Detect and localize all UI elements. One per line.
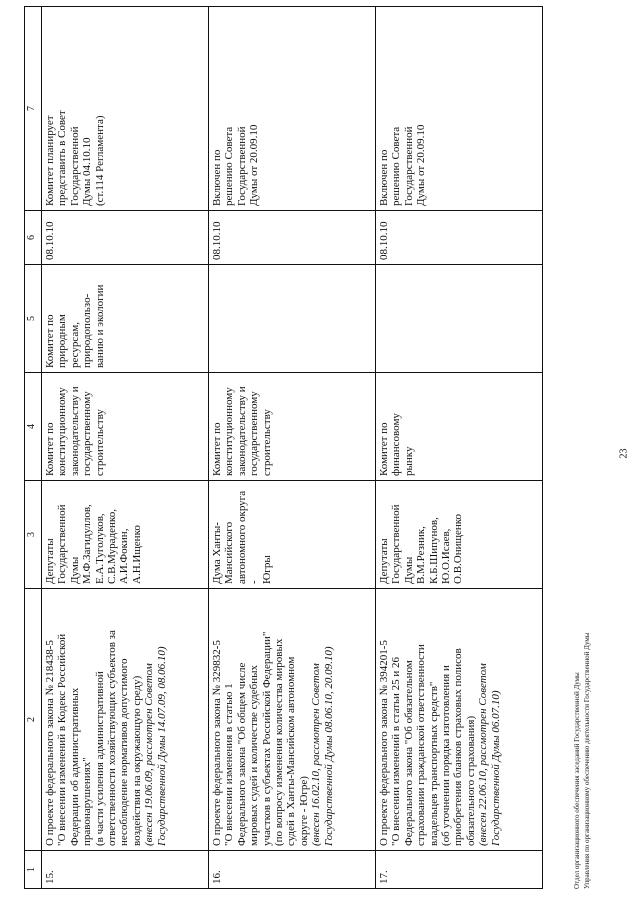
cell-line: Государственной	[235, 126, 248, 206]
cell-line: Включен по	[378, 149, 390, 206]
cell-line: (по вопросу изменения количества мировых	[273, 638, 286, 846]
row-number: 15.	[42, 851, 209, 889]
cell-line: автономного округа -	[235, 490, 261, 584]
responsible-committee	[376, 373, 543, 481]
cell-line: "О внесении изменений в Кодекс Российской	[56, 633, 69, 846]
table-row	[209, 7, 376, 889]
cell-line: ответственности хозяйствующих субъектов за	[106, 630, 119, 846]
column-header-5: 5	[25, 265, 42, 373]
table-row	[376, 7, 543, 889]
cell-line: Федерального закона "Об обязательном	[402, 660, 415, 846]
column-header-6: 6	[25, 211, 42, 265]
review-date: 08.10.10	[376, 211, 543, 265]
co-executor-committee	[376, 265, 543, 373]
cell-line: ресурсам,	[68, 321, 81, 368]
cell-line: законодательству и	[235, 386, 248, 476]
cell-line: Комитет планирует	[44, 115, 56, 206]
cell-line: Депутаты	[378, 538, 390, 584]
cell-line: (внесен 22.06.10, рассмотрен Советом	[477, 663, 490, 846]
cell-line: Ю.О.Исаев,	[440, 528, 453, 584]
rotated-table-container	[24, 7, 566, 889]
cell-line: Федерации об административных	[68, 687, 81, 846]
bill-status	[42, 7, 209, 211]
cell-line: Мансийского	[223, 521, 236, 584]
cell-line: Думы от 20.09.10	[415, 124, 428, 206]
column-number-row	[25, 7, 42, 889]
row-number: 17.	[376, 851, 543, 889]
cell-line: ванию и экологии	[93, 284, 106, 368]
cell-line: владельцев транспортных средств"	[427, 681, 440, 846]
bill-authors	[42, 481, 209, 589]
cell-line: Государственной	[390, 504, 403, 584]
cell-line: воздействия на окружающую среду)	[130, 675, 143, 846]
page-number: 23	[618, 448, 630, 459]
cell-line: природным	[56, 314, 69, 368]
cell-line: государственному	[248, 391, 261, 476]
footer	[572, 0, 592, 889]
bills-table	[24, 6, 543, 889]
cell-line: Федерального закона "Об общем числе	[235, 662, 248, 846]
cell-line: Депутаты	[44, 538, 56, 584]
cell-line: (об уточнении порядка изготовления и	[440, 665, 453, 846]
cell-line: "О внесении изменения в статью 1	[223, 683, 236, 846]
responsible-committee	[42, 373, 209, 481]
cell-line: природопользо-	[81, 293, 94, 368]
cell-line: (ст.114 Регламента)	[93, 115, 106, 206]
cell-line: приобретения бланков страховых полисов	[452, 648, 465, 846]
bill-title	[42, 589, 209, 851]
cell-line: решению Совета	[223, 126, 236, 206]
cell-line: Югры	[260, 555, 273, 584]
cell-line: К.Б.Шипунов,	[427, 517, 440, 584]
cell-line: Государственной Думы 08.06.10, 20.09.10)	[322, 646, 335, 846]
cell-line: Дума Ханты-	[211, 522, 223, 584]
co-executor-committee	[209, 265, 376, 373]
cell-line: мировых судей и количестве судебных	[248, 664, 261, 846]
cell-line: Думы	[68, 556, 81, 584]
column-header-2: 2	[25, 589, 42, 851]
cell-line: С.В.Мураденко,	[106, 509, 119, 584]
cell-line: Думы	[402, 556, 415, 584]
review-date: 08.10.10	[209, 211, 376, 265]
cell-line: (внесен 19.06.09, рассмотрен Советом	[143, 663, 156, 846]
cell-line: несоблюдение нормативов допустимого	[118, 658, 131, 846]
bill-title	[209, 589, 376, 851]
cell-line: конституционному	[56, 387, 69, 476]
cell-line: строительству	[260, 409, 273, 476]
cell-line: Думы 04.10.10	[81, 137, 94, 206]
cell-line: судей в Ханты-Мансийском автономном	[285, 656, 298, 846]
cell-line: правонарушениях"	[81, 757, 94, 846]
cell-line: обязательного страхования)	[464, 715, 477, 846]
cell-line: Комитет по	[378, 422, 390, 476]
cell-line: (внесен 16.02.10, рассмотрен Советом	[310, 663, 323, 846]
cell-line: А.И.Фокин,	[118, 528, 131, 584]
bill-authors	[209, 481, 376, 589]
cell-line: строительству	[93, 409, 106, 476]
cell-line: конституционному	[223, 387, 236, 476]
cell-line: Государственной Думы 06.07.10)	[489, 690, 502, 846]
cell-line: страховании гражданской ответственности	[415, 644, 428, 846]
cell-line: М.Ф.Загидуллов,	[81, 504, 94, 584]
cell-line: О проекте федерального закона № 394201-5	[378, 640, 390, 846]
cell-line: Комитет по	[44, 314, 56, 368]
cell-line: "О внесении изменений в статьи 25 и 26	[390, 656, 403, 846]
bill-status	[209, 7, 376, 211]
cell-line: Включен по	[211, 149, 223, 206]
cell-line: Е.А.Туголуков,	[93, 513, 106, 584]
bill-status	[376, 7, 543, 211]
cell-line: Комитет по	[44, 422, 56, 476]
co-executor-committee	[42, 265, 209, 373]
cell-line: Думы от 20.09.10	[248, 124, 261, 206]
cell-line: А.Н.Ищенко	[130, 525, 143, 584]
table-row	[42, 7, 209, 889]
column-header-3: 3	[25, 481, 42, 589]
cell-line: представить в Совет	[56, 110, 69, 206]
cell-line: О.В.Онищенко	[452, 513, 465, 584]
cell-line: Государственной	[68, 126, 81, 206]
cell-line: рынку	[402, 446, 415, 476]
bill-authors	[376, 481, 543, 589]
cell-line: государственному	[81, 391, 94, 476]
cell-line: В.М.Резник,	[415, 526, 428, 584]
bill-title	[376, 589, 543, 851]
cell-line: участков в субъектах Российской Федерации"	[260, 631, 273, 846]
cell-line: О проекте федерального закона № 329832-5	[211, 640, 223, 846]
cell-line: законодательству и	[68, 386, 81, 476]
cell-line: Государственной	[56, 504, 69, 584]
cell-line: Государственной	[402, 126, 415, 206]
row-number: 16.	[209, 851, 376, 889]
responsible-committee	[209, 373, 376, 481]
cell-line: Государственной Думы 14.07.09, 08.06.10)	[155, 646, 168, 846]
column-header-7: 7	[25, 7, 42, 211]
cell-line: (в части усиления административной	[93, 671, 106, 846]
column-header-4: 4	[25, 373, 42, 481]
cell-line: округе - Югре)	[297, 776, 310, 846]
cell-line: О проекте федерального закона № 218438-5	[44, 640, 56, 846]
review-date: 08.10.10	[42, 211, 209, 265]
cell-line: финансовому	[390, 413, 403, 476]
footer-line: Отдел организационного обеспечения заседаний Государственной Думы	[573, 672, 581, 889]
cell-line: Комитет по	[211, 422, 223, 476]
cell-line: решению Совета	[390, 126, 403, 206]
column-header-1: 1	[25, 851, 42, 889]
footer-line: Управления по организационному обеспечению деятельности Государственной Думы	[583, 632, 591, 889]
